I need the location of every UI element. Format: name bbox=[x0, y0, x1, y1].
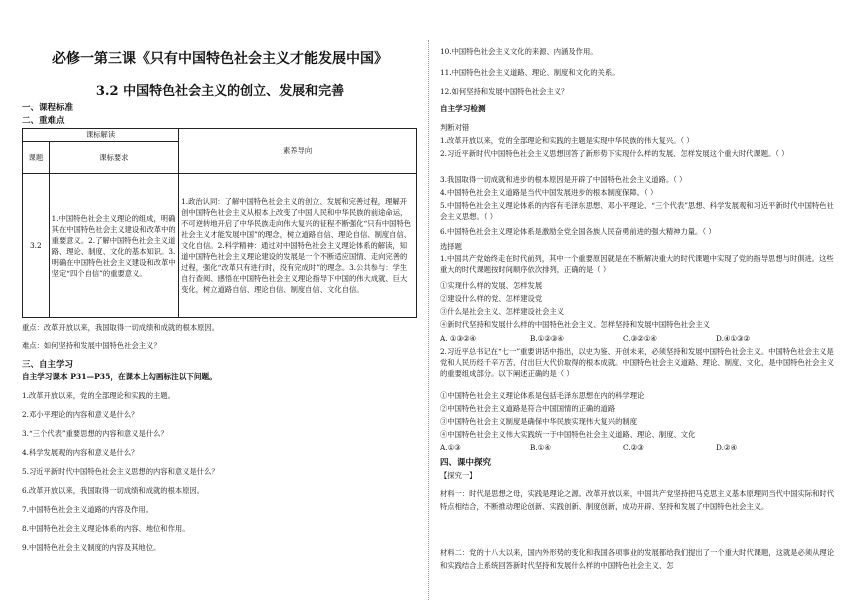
question-11: 11.中国特色社会主义道路、理论、制度和文化的关系。 bbox=[440, 68, 620, 77]
judge-item-6: 6.中国特色社会主义理论体系是激励全党全国各族人民奋勇前进的强大精神力量。（ ） bbox=[440, 227, 716, 236]
table-header-lesson: 课题 bbox=[23, 142, 50, 174]
section-heading-keypoints: 二、重难点 bbox=[22, 116, 65, 126]
document-subtitle: 3.2 中国特色社会主义的创立、发展和完善 bbox=[95, 84, 345, 99]
question-9: 9.中国特色社会主义制度的内容及其地位。 bbox=[22, 543, 161, 552]
choice-question-2: 2.习近平总书记在“七一”重要讲话中指出，以史为鉴、开创未来，必须坚持和发展中国特色社会主义。中国特色社会主义是党和人民历经千辛万苦、付出巨大代价取得的根本成就。中国特色社会主义道路、理论、制度、文化，是中国特色社会主义的重要组成部分。以下阐述正确的是（ ） bbox=[440, 347, 835, 379]
question-3: 3.“三个代表”重要思想的内容和意义是什么？ bbox=[22, 429, 168, 438]
table-header-group: 课标解读 bbox=[23, 129, 179, 142]
self-check-title: 自主学习检测 bbox=[440, 104, 486, 113]
q2-answer-d: D.②④ bbox=[716, 443, 737, 452]
study-instruction: 自主学习课本 P31—P35，在课本上勾画标注以下问题。 bbox=[22, 372, 217, 381]
question-4: 4.科学发展观的内容和意义是什么？ bbox=[22, 448, 139, 457]
explore-heading: 【探究一】 bbox=[440, 471, 477, 480]
material-1: 材料一：时代是思想之母，实践是理论之源。改革开放以来，中国共产党坚持把马克思主义基本原理同当代中国实际和时代特点相结合，不断推动理论创新、实践创新、制度创新，成功开辟、坚持和发展了中国特色社会主义。 bbox=[440, 489, 835, 511]
material-2: 材料二：党的十八大以来，国内外形势的变化和我国各项事业的发展都给我们提出了一个重大时代课题，这就是必须从理论和实践结合上系统回答新时代坚持和发展什么样的中国特色社会主义、怎 bbox=[440, 548, 835, 570]
question-1: 1.改革开放以来，党的全部理论和实践的主题。 bbox=[22, 391, 175, 400]
judge-item-1: 1.改革开放以来，党的全部理论和实践的主题是实现中华民族的伟大复兴。（ ） bbox=[440, 136, 694, 145]
q1-answer-d: D.④①③② bbox=[716, 334, 751, 343]
question-6: 6.改革开放以来，我国取得一切成绩和成就的根本原因。 bbox=[22, 486, 205, 495]
question-10: 10.中国特色社会主义文化的来源、内涵及作用。 bbox=[440, 47, 598, 56]
q2-answer-c: C.②③ bbox=[623, 443, 644, 452]
q1-option-4: ④新时代坚持和发展什么样的中国特色社会主义、怎样坚持和发展中国特色社会主义 bbox=[440, 320, 710, 329]
key-point: 重点：改革开放以来，我国取得一切成绩和成就的根本原因。 bbox=[22, 323, 220, 332]
judge-title: 判断对错 bbox=[440, 123, 470, 132]
q2-answer-b: B.①④ bbox=[530, 443, 551, 452]
difficult-point: 难点：如何坚持和发展中国特色社会主义？ bbox=[22, 341, 161, 350]
question-12: 12.如何坚持和发展中国特色社会主义？ bbox=[440, 87, 569, 96]
q2-option-1: ①中国特色社会主义理论体系是包括毛泽东思想在内的科学理论 bbox=[440, 391, 645, 400]
judge-item-4: 4.中国特色社会主义道路是当代中国发展进步的根本制度保障。（ ） bbox=[440, 188, 658, 197]
question-5: 5.习近平新时代中国特色社会主义思想的内容和意义是什么？ bbox=[22, 467, 219, 476]
q1-option-2: ②建设什么样的党、怎样建设党 bbox=[440, 294, 543, 303]
judge-item-5: 5.中国特色社会主义理论体系的内容有毛泽东思想、邓小平理论、“三个代表”思想、科学发展观和习近平新时代中国特色社会主义思想。（ ） bbox=[440, 201, 834, 222]
section-heading-selfstudy: 三、自主学习 bbox=[22, 360, 74, 370]
q1-answer-b: B.①②③④ bbox=[530, 334, 564, 343]
table-cell-literacy: 1.政治认同：了解中国特色社会主义的创立、发展和完善过程，理解开创中国特色社会主义从根本上改变了中国人民和中华民族的前途命运，不可逆转地开启了中华民族走向伟大复兴的征程不断强化“只有中国特色社会主义才能发展中国”的理念，树立道路自信、理论自信、制度自信、文化自信。2.科学精神：通过对中国特色社会主义理论体系的解读，知道中国特色社会主义理论建设的发展是一个不断适应国情、走向完善的过程，强化“改革只有进行时，没有完成时”的理念。3.公共参与：学生自行查阅、感悟在中国特色社会主义理论指导下中国的伟大成就、巨大变化，树立道路自信、理论自信、制度自信、文化自信。 bbox=[179, 174, 417, 318]
question-7: 7.中国特色社会主义道路的内容及作用。 bbox=[22, 505, 154, 514]
curriculum-table bbox=[22, 128, 417, 318]
section-heading-standard: 一、课程标准 bbox=[22, 103, 74, 113]
table-cell-lesson: 3.2 bbox=[23, 174, 50, 318]
q2-option-3: ③中国特色社会主义制度是确保中华民族实现伟大复兴的制度 bbox=[440, 417, 638, 426]
q1-answer-c: C.③②①④ bbox=[623, 334, 657, 343]
document-title: 必修一第三课《只有中国特色社会主义才能发展中国》 bbox=[52, 51, 388, 67]
question-8: 8.中国特色社会主义理论体系的内容、地位和作用。 bbox=[22, 524, 190, 533]
q2-option-2: ②中国特色社会主义道路是符合中国国情的正确的道路 bbox=[440, 404, 616, 413]
choice-title: 选择题 bbox=[440, 242, 462, 251]
question-2: 2.邓小平理论的内容和意义是什么？ bbox=[22, 410, 139, 419]
section-heading-explore: 四、课中探究 bbox=[440, 458, 492, 468]
table-header-requirement: 课标要求 bbox=[49, 142, 178, 174]
q1-option-3: ③什么是社会主义、怎样建设社会主义 bbox=[440, 307, 565, 316]
q2-option-4: ④中国特色社会主义伟大实践统一于中国特色社会主义道路、理论、制度、文化 bbox=[440, 430, 696, 439]
choice-question-1: 1.中国共产党始终走在时代前列，其中一个重要原因就是在不断解决重大的时代课题中实现了党的指导思想与时俱进。这些重大的时代课题按时间顺序依次排列，正确的是（ ） bbox=[440, 254, 834, 275]
column-divider bbox=[428, 40, 429, 600]
judge-item-3: 3.我国取得一切成就和进步的根本原因是开辟了中国特色社会主义道路。（ ） bbox=[440, 175, 687, 184]
table-cell-requirement: 1.中国特色社会主义理论的组成，明确其在中国特色社会主义建设和改革中的重要意义。2.了解中国特色社会主义道路、理论、制度、文化的基本知识。3.明确在中国特色社会主义建设和改革中坚定“四个自信”的重要意义。 bbox=[49, 174, 178, 318]
q2-answer-a: A.①③ bbox=[440, 443, 461, 452]
table-header-literacy: 素养导向 bbox=[179, 129, 417, 174]
q1-answer-a: A. ①③②④ bbox=[440, 334, 477, 343]
judge-item-2: 2.习近平新时代中国特色社会主义思想回答了新形势下实现什么样的发展、怎样发展这个重大时代课题。（ ） bbox=[440, 149, 789, 158]
q1-option-1: ①实现什么样的发展、怎样发展 bbox=[440, 281, 543, 290]
